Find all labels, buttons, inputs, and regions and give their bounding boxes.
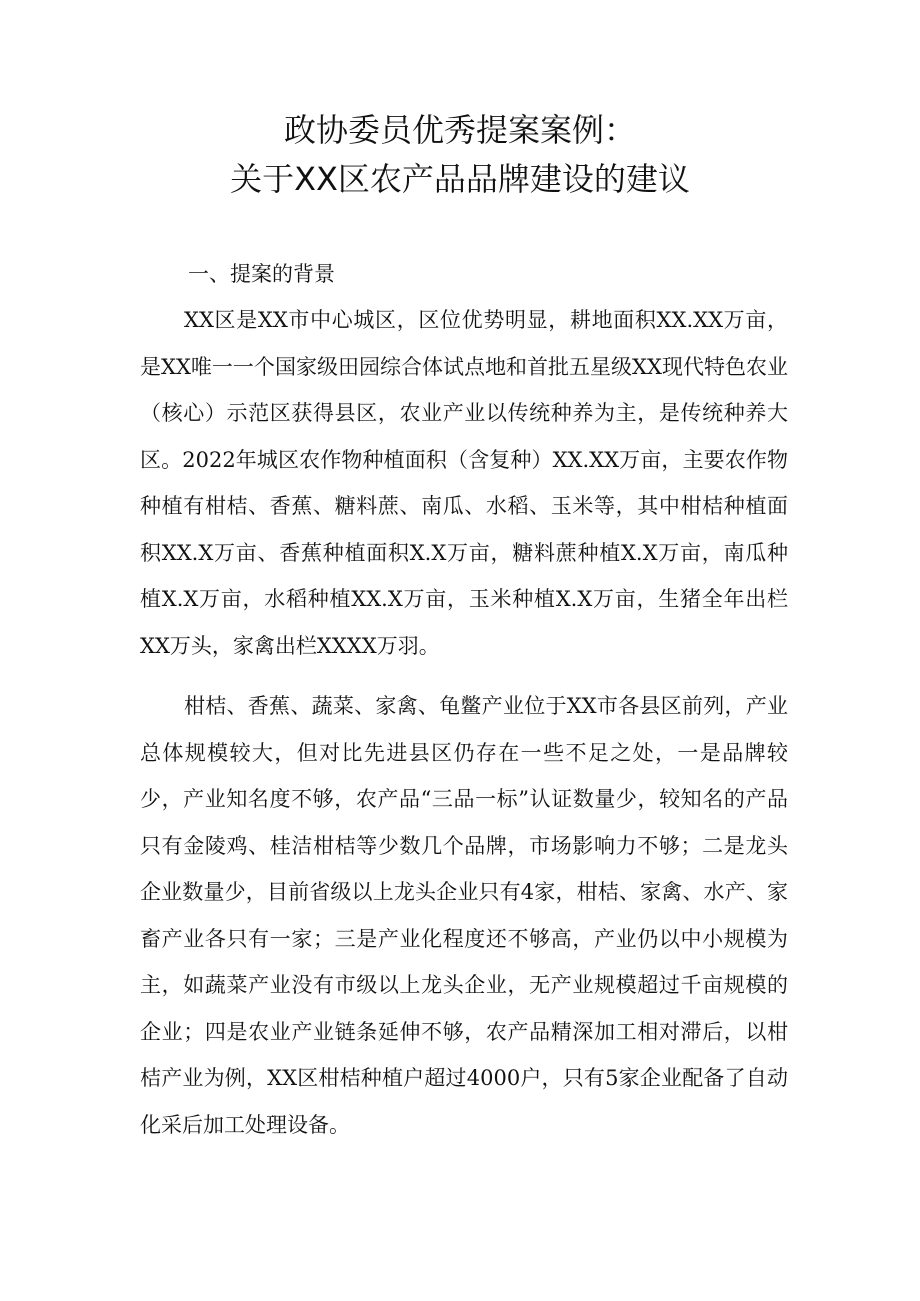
paragraph-2: 柑桔、香蕉、蔬菜、家禽、龟鳖产业位于XX市各县区前列，产业总体规模较大，但对比先进县区仍存在一些不足之处，一是品牌较少，产业知名度不够，农产品“三品一标”认证数量少，较知名的产品只有金陵鸡、桂洁柑桔等少数几个品牌，市场影响力不够；二是龙头企业数量少，目前省级以上龙头企业只有4家，柑桔、家禽、水产、家畜产业各只有一家；三是产业化程度还不够高，产业仍以中小规模为主，如蔬菜产业没有市级以上龙头企业，无产业规模超过千亩规模的企业；四是农业产业链条延伸不够，农产品精深加工相对滞后，以柑桔产业为例，XX区柑桔种植户超过4000户，只有5家企业配备了自动化采后加工处理设备。 [140, 694, 788, 1137]
document-title-line-1: 政协委员优秀提案案例： [283, 111, 636, 149]
paragraph-1: XX区是XX市中心城区，区位优势明显，耕地面积XX.XX万亩，是XX唯一一个国家级田园综合体试点地和首批五星级XX现代特色农业（核心）示范区获得县区，农业产业以传统种养为主，是传统种养大区。2022年城区农作物种植面积（含复种）XX.XX万亩，主要农作物种植有柑桔、香蕉、糖料蔗、南瓜、水稻、玉米等，其中柑桔种植面积XX.X万亩、香蕉种植面积X.X万亩，糖料蔗种植X.X万亩，南瓜种植X.X万亩，水稻种植XX.X万亩，玉米种植X.X万亩，生猪全年出栏XX万头，家禽出栏XXXX万羽。 [140, 308, 788, 658]
document-title-line-2: 关于XX区农产品品牌建设的建议 [230, 160, 690, 198]
section-heading-background: 一、提案的背景 [188, 262, 335, 286]
